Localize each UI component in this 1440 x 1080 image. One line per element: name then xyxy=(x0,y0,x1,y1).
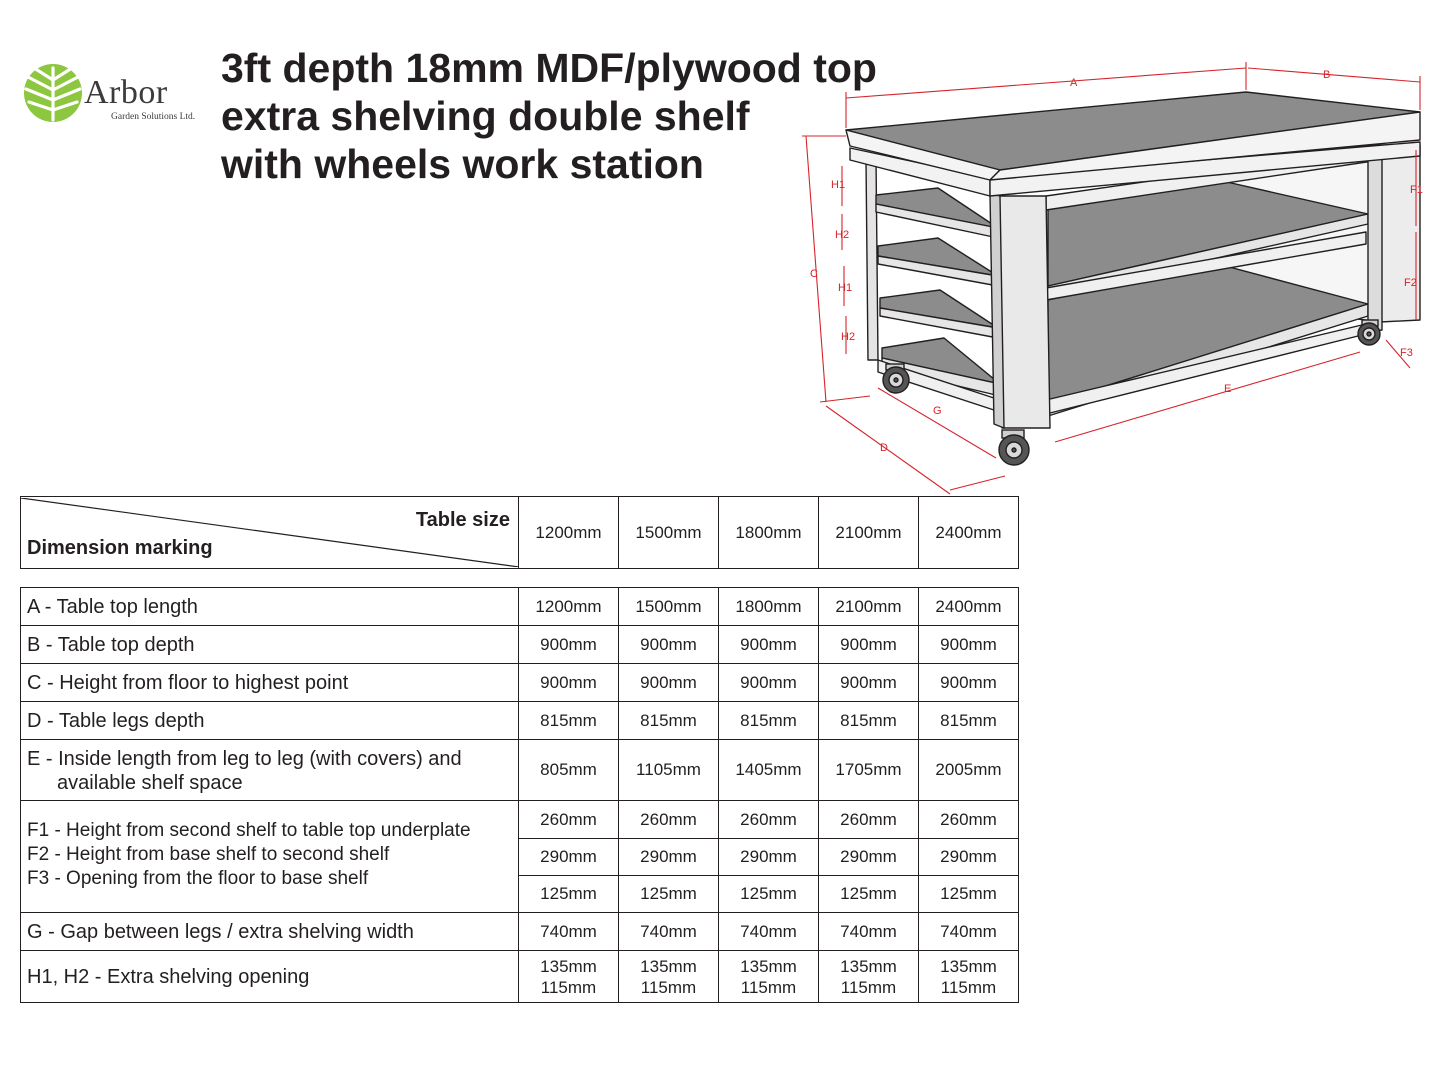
dim-label-h1: H1 xyxy=(831,179,846,191)
leaf-icon xyxy=(22,62,84,124)
size-header-table xyxy=(20,496,1019,569)
workstation-drawing xyxy=(798,58,1428,498)
corner-cell xyxy=(21,497,519,569)
cell-value: 290mm xyxy=(819,839,919,876)
dimension-table xyxy=(20,587,1019,1003)
size-header: 1200mm xyxy=(519,497,619,569)
cell-value: 125mm xyxy=(619,876,719,913)
cell-value: 290mm xyxy=(719,839,819,876)
row-label: H1, H2 - Extra shelving opening xyxy=(21,951,519,1003)
cell-value xyxy=(619,951,719,1003)
cell-value: 1705mm xyxy=(819,740,919,801)
size-header: 1800mm xyxy=(719,497,819,569)
row-label-line: F2 - Height from base shelf to second shelf xyxy=(27,844,390,865)
dim-label-f2: F2 xyxy=(1404,277,1417,289)
table-row xyxy=(21,951,1019,1003)
dim-label-b: B xyxy=(1323,69,1331,81)
cell-value: 290mm xyxy=(519,839,619,876)
table-row xyxy=(21,913,1019,951)
cell-value: 740mm xyxy=(519,913,619,951)
cell-value: 260mm xyxy=(819,801,919,839)
cell-value: 815mm xyxy=(619,702,719,740)
cell-value: 900mm xyxy=(619,664,719,702)
cell-value: 900mm xyxy=(519,626,619,664)
dim-label-c: C xyxy=(810,268,818,280)
cell-value xyxy=(519,951,619,1003)
row-label xyxy=(21,740,519,801)
table-row xyxy=(21,626,1019,664)
size-header: 1500mm xyxy=(619,497,719,569)
cell-value: 290mm xyxy=(919,839,1019,876)
cell-value-h2: 115mm xyxy=(640,977,697,997)
cell-value xyxy=(719,951,819,1003)
dim-label-a: A xyxy=(1070,77,1078,89)
cell-value: 260mm xyxy=(919,801,1019,839)
table-row xyxy=(21,702,1019,740)
cell-value: 900mm xyxy=(919,626,1019,664)
cell-value: 900mm xyxy=(819,664,919,702)
brand-name: Arbor xyxy=(84,74,168,111)
cell-value: 900mm xyxy=(619,626,719,664)
cell-value-h2: 115mm xyxy=(540,977,597,997)
cell-value: 260mm xyxy=(619,801,719,839)
row-label xyxy=(21,801,519,913)
cell-value: 815mm xyxy=(519,702,619,740)
size-header: 2100mm xyxy=(819,497,919,569)
cell-value xyxy=(919,951,1019,1003)
cell-value: 740mm xyxy=(919,913,1019,951)
cell-value: 125mm xyxy=(519,876,619,913)
cell-value-h2: 115mm xyxy=(740,977,797,997)
cell-value: 2400mm xyxy=(919,588,1019,626)
cell-value-h2: 115mm xyxy=(840,977,897,997)
cell-value: 1200mm xyxy=(519,588,619,626)
dim-label-h1: H1 xyxy=(838,282,853,294)
cell-value-h1: 135mm xyxy=(840,956,897,976)
table-row xyxy=(21,664,1019,702)
cell-value: 125mm xyxy=(919,876,1019,913)
cell-value-h2: 115mm xyxy=(940,977,997,997)
dim-label-d: D xyxy=(880,442,888,454)
table-row xyxy=(21,588,1019,626)
cell-value: 740mm xyxy=(719,913,819,951)
row-label: G - Gap between legs / extra shelving width xyxy=(21,913,519,951)
cell-value: 125mm xyxy=(819,876,919,913)
cell-value-h1: 135mm xyxy=(640,956,697,976)
title-line: extra shelving double shelf xyxy=(221,93,750,139)
cell-value: 125mm xyxy=(719,876,819,913)
cell-value: 1105mm xyxy=(619,740,719,801)
cell-value: 900mm xyxy=(719,626,819,664)
cell-value: 2005mm xyxy=(919,740,1019,801)
row-label-line: F1 - Height from second shelf to table top underplate xyxy=(27,820,471,841)
title-line: 3ft depth 18mm MDF/plywood top xyxy=(221,45,877,91)
cell-value: 260mm xyxy=(519,801,619,839)
cell-value: 900mm xyxy=(819,626,919,664)
cell-value-h1: 135mm xyxy=(540,956,597,976)
table-row xyxy=(21,801,1019,839)
row-label-line: E - Inside length from leg to leg (with covers) and xyxy=(27,748,462,770)
cell-value: 1500mm xyxy=(619,588,719,626)
row-label: C - Height from floor to highest point xyxy=(21,664,519,702)
cell-value: 815mm xyxy=(919,702,1019,740)
cell-value: 260mm xyxy=(719,801,819,839)
dim-label-f3: F3 xyxy=(1400,347,1413,359)
cell-value: 2100mm xyxy=(819,588,919,626)
cell-value xyxy=(819,951,919,1003)
dim-label-e: E xyxy=(1224,383,1232,395)
dim-label-f1: F1 xyxy=(1410,184,1423,196)
cell-value: 1800mm xyxy=(719,588,819,626)
cell-value: 1405mm xyxy=(719,740,819,801)
brand-logo xyxy=(22,60,202,130)
cell-value: 900mm xyxy=(519,664,619,702)
table-row xyxy=(21,740,1019,801)
page-title xyxy=(221,44,877,188)
cell-value-h1: 135mm xyxy=(940,956,997,976)
size-header: 2400mm xyxy=(919,497,1019,569)
cell-value: 740mm xyxy=(819,913,919,951)
cell-value: 815mm xyxy=(719,702,819,740)
dim-label-h2: H2 xyxy=(841,331,856,343)
title-line: with wheels work station xyxy=(221,141,704,187)
corner-label-table-size: Table size xyxy=(415,509,510,531)
row-label-line: available shelf space xyxy=(57,772,243,794)
row-label-line: F3 - Opening from the floor to base shelf xyxy=(27,868,369,889)
cell-value: 290mm xyxy=(619,839,719,876)
dim-label-g: G xyxy=(933,405,942,417)
dim-label-h2: H2 xyxy=(835,229,850,241)
row-label: A - Table top length xyxy=(21,588,519,626)
cell-value: 805mm xyxy=(519,740,619,801)
cell-value: 900mm xyxy=(719,664,819,702)
brand-tagline: Garden Solutions Ltd. xyxy=(111,112,196,122)
row-label: D - Table legs depth xyxy=(21,702,519,740)
cell-value: 815mm xyxy=(819,702,919,740)
corner-label-dimension-marking: Dimension marking xyxy=(27,537,213,559)
cell-value-h1: 135mm xyxy=(740,956,797,976)
cell-value: 900mm xyxy=(919,664,1019,702)
cell-value: 740mm xyxy=(619,913,719,951)
row-label: B - Table top depth xyxy=(21,626,519,664)
